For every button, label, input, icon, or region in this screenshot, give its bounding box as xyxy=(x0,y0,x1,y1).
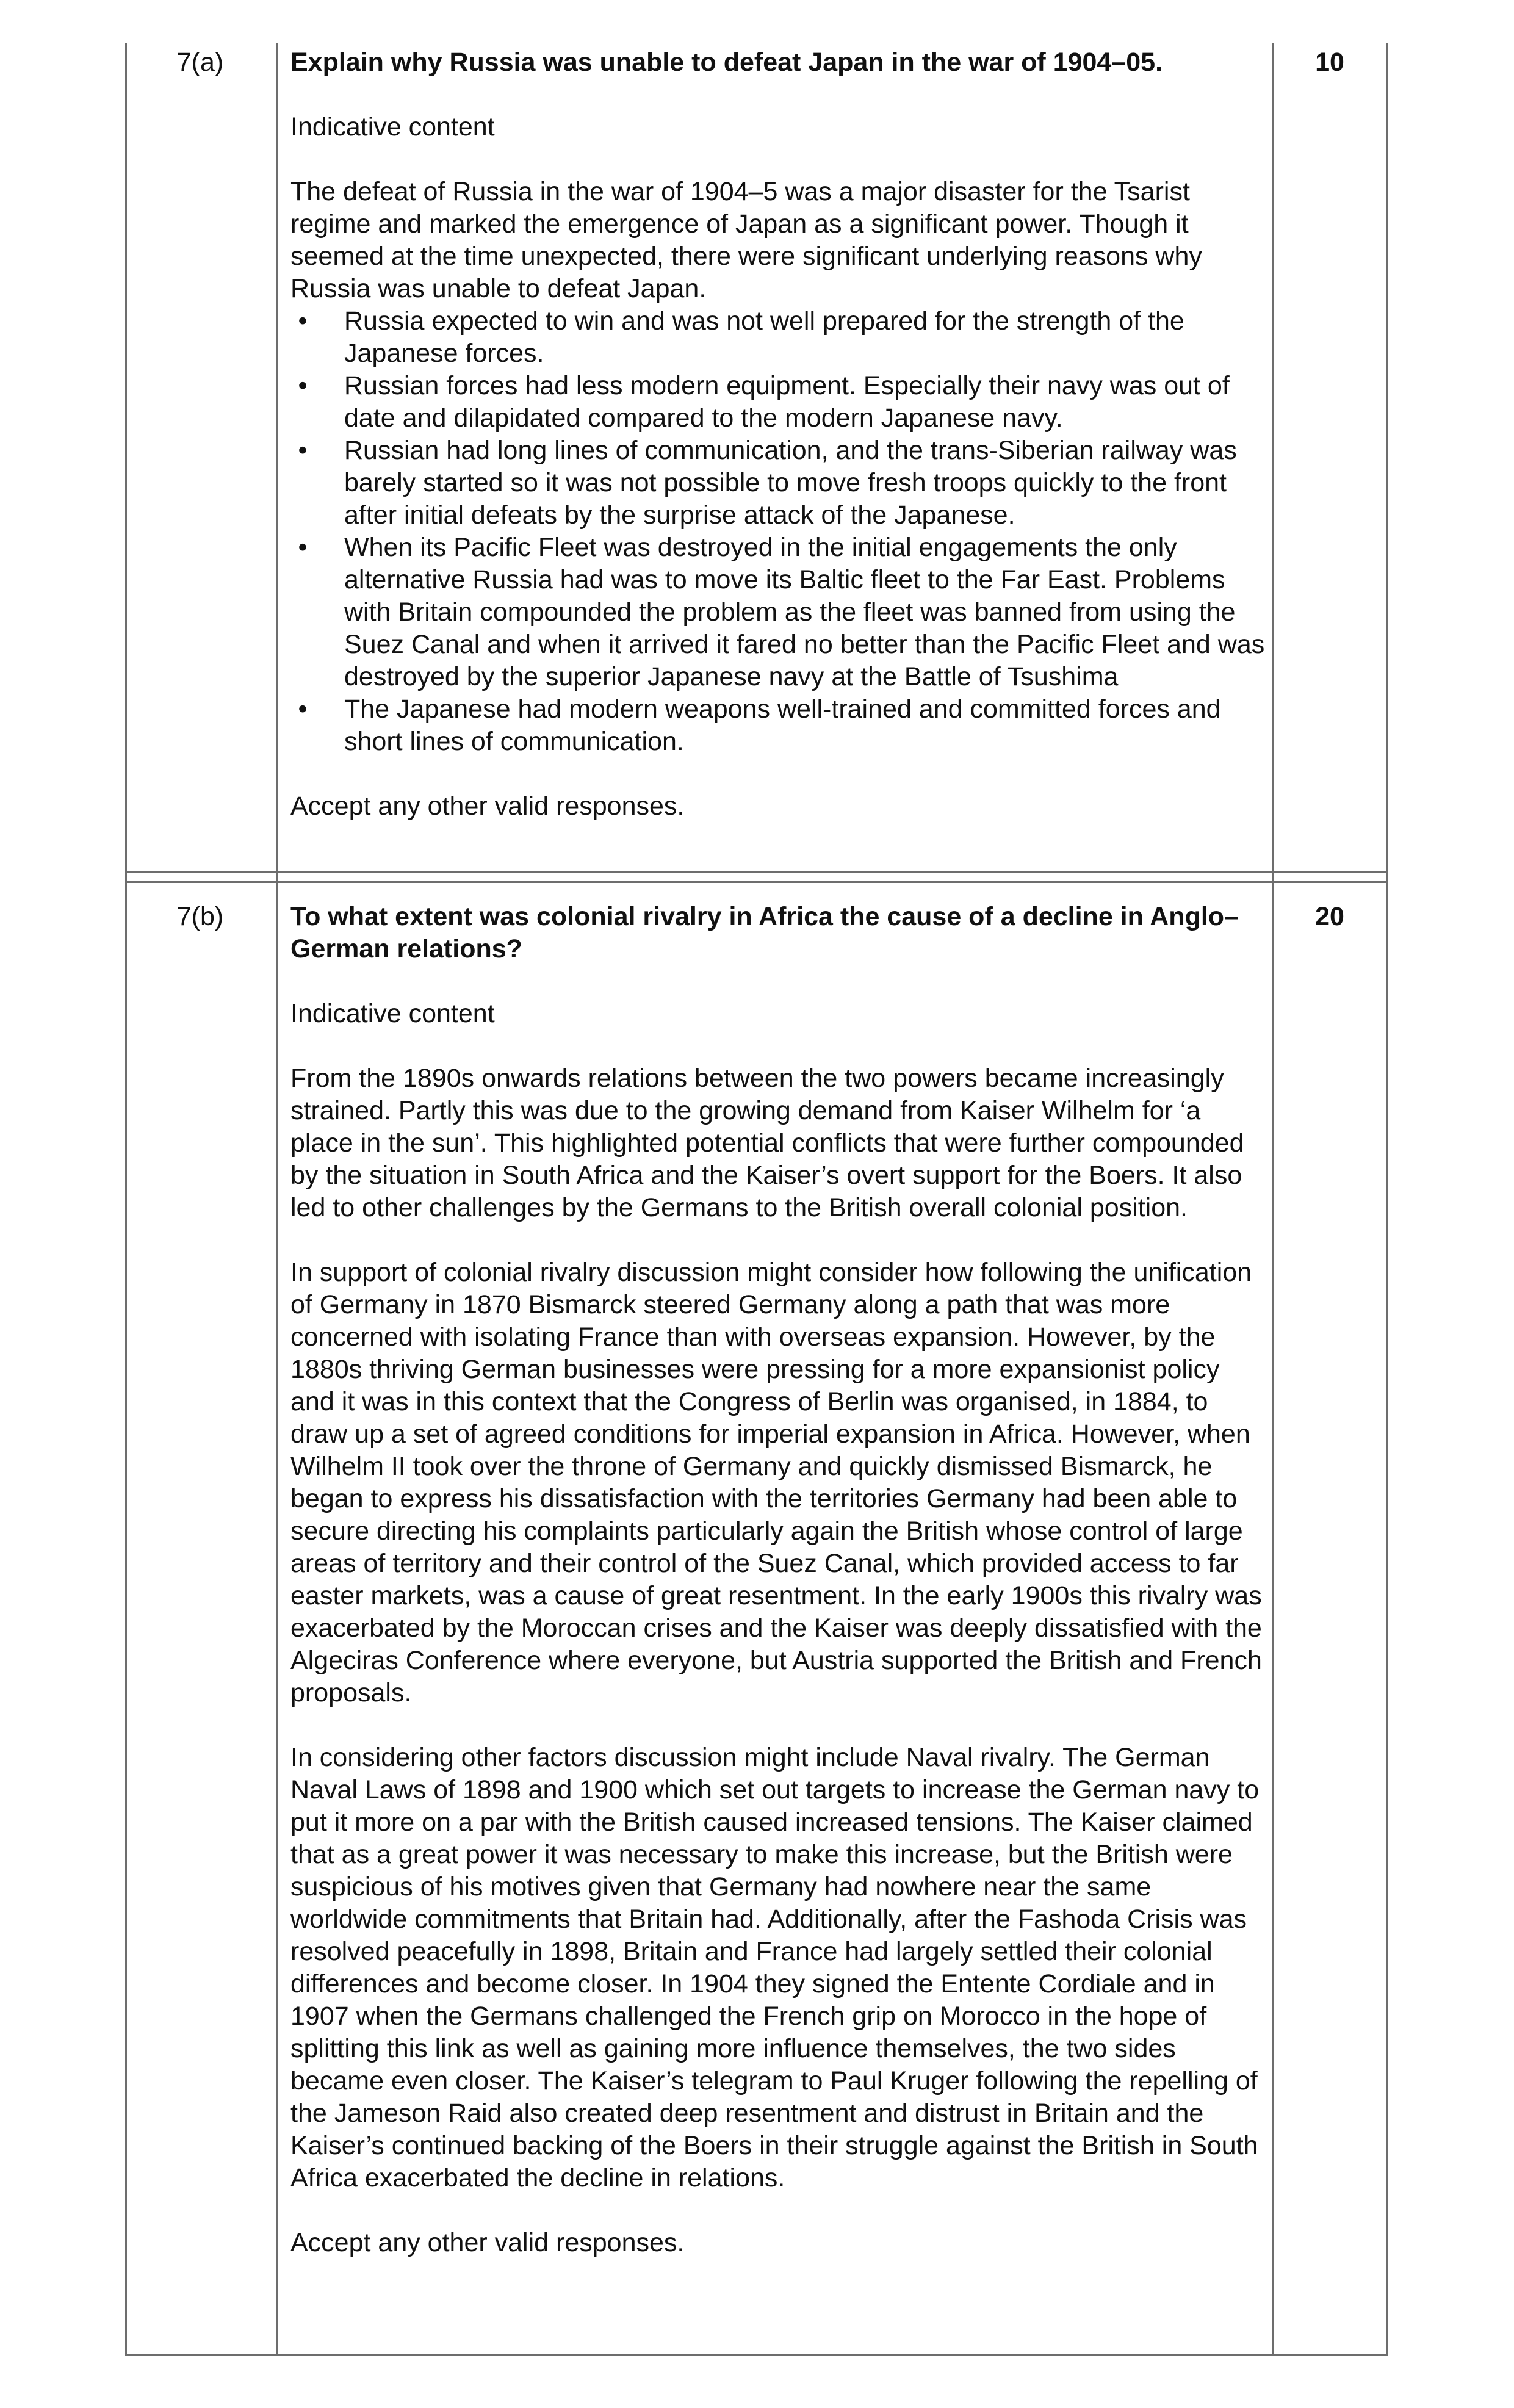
question-text-7a: Explain why Russia was unable to defeat Japan in the war of 1904–05. xyxy=(290,48,1163,77)
paragraph-7b-1: From the 1890s onwards relations between the two powers became increasingly strained. Partly this was due to the growing demand from Kaiser Wilhelm for ‘a place in the sun’. This highlighted potential conflicts that were further compounded by the situation in South Africa and the Kaiser’s overt support for the Boers. It also led to other challenges by the Germans to the British overall colonial position. xyxy=(290,1064,1244,1222)
marks-7a: 10 xyxy=(1315,48,1344,77)
accept-note-7a: Accept any other valid responses. xyxy=(290,791,685,821)
bullet-icon: • xyxy=(298,306,308,336)
table-border-left xyxy=(125,43,127,2356)
question-number-7b: 7(b) xyxy=(176,902,224,931)
bullet-list-7a xyxy=(290,305,1267,758)
question-text-7b: To what extent was colonial rivalry in Africa the cause of a decline in Anglo–German relations? xyxy=(290,902,1239,964)
row-divider-top xyxy=(125,871,1388,873)
list-item: • The Japanese had modern weapons well-trained and committed forces and short lines of communication. xyxy=(290,693,1267,758)
row-divider-bottom xyxy=(125,881,1388,883)
answer-7a xyxy=(290,46,1267,855)
bullet-icon: • xyxy=(298,694,308,724)
bullet-icon: • xyxy=(298,371,308,400)
table-border-right xyxy=(1386,43,1388,2356)
indicative-label-7b: Indicative content xyxy=(290,999,495,1028)
marks-7b: 20 xyxy=(1315,902,1344,931)
answer-7b xyxy=(290,901,1267,2291)
question-number-7a: 7(a) xyxy=(176,48,224,77)
list-item: • Russian forces had less modern equipment. Especially their navy was out of date and dilapidated compared to the modern Japanese navy. xyxy=(290,370,1267,434)
paragraph-7b-3: In considering other factors discussion might include Naval rivalry. The German Naval Laws of 1898 and 1900 which set out targets to increase the German navy to put it more on a par with the British caused increased tensions. The Kaiser claimed that as a great power it was necessary to make this increase, but the British were suspicious of his motives given that Germany had nowhere near the same worldwide commitments that Britain had. Additionally, after the Fashoda Crisis was resolved peacefully in 1898, Britain and France had largely settled their colonial differences and become closer. In 1904 they signed the Entente Cordiale and in 1907 when the Germans challenged the French grip on Morocco in the hope of splitting this link as well as gaining more influence themselves, the two sides became even closer. The Kaiser’s telegram to Paul Kruger following the repelling of the Jameson Raid also created deep resentment and distrust in Britain and the Kaiser’s continued backing of the Boers in their struggle against the British in South Africa exacerbated the decline in relations. xyxy=(290,1743,1260,2193)
table-border-marks xyxy=(1272,43,1274,2356)
paragraph-7b-2: In support of colonial rivalry discussion might consider how following the unification of Germany in 1870 Bismarck steered Germany along a path that was more concerned with isolating France than with overseas expansion. However, by the 1880s thriving German businesses were pressing for a more expansionist policy and it was in this context that the Congress of Berlin was organised, in 1884, to draw up a set of agreed conditions for imperial expansion in Africa. However, when Wilhelm II took over the throne of Germany and quickly dismissed Bismarck, he began to express his dissatisfaction with the territories Germany had been able to secure directing his complaints particularly again the British whose control of large areas of territory and their control of the Suez Canal, which provided access to far easter markets, was a cause of great resentment. In the early 1900s this rivalry was exacerbated by the Moroccan crises and the Kaiser was deeply dissatisfied with the Algeciras Conference where everyone, but Austria supported the British and French proposals. xyxy=(290,1258,1262,1707)
indicative-label-7a: Indicative content xyxy=(290,112,495,142)
bullet-icon: • xyxy=(298,436,308,465)
table-border-qnum xyxy=(276,43,278,2356)
table-border-bottom xyxy=(125,2354,1388,2356)
list-item: • Russia expected to win and was not well prepared for the strength of the Japanese forces. xyxy=(290,305,1267,370)
accept-note-7b: Accept any other valid responses. xyxy=(290,2228,685,2257)
list-item: • Russian had long lines of communication, and the trans-Siberian railway was barely started so it was not possible to move fresh troops quickly to the front after initial defeats by the surprise attack of the Japanese. xyxy=(290,434,1267,532)
intro-paragraph-7a: The defeat of Russia in the war of 1904–5 was a major disaster for the Tsarist regime and marked the emergence of Japan as a significant power. Though it seemed at the time unexpected, there were significant underlying reasons why Russia was unable to defeat Japan. xyxy=(290,177,1202,303)
bullet-icon: • xyxy=(298,533,308,562)
list-item: • When its Pacific Fleet was destroyed in the initial engagements the only alternative Russia had was to move its Baltic fleet to the Far East. Problems with Britain compounded the problem as the fleet was banned from using the Suez Canal and when it arrived it fared no better than the Pacific Fleet and was destroyed by the superior Japanese navy at the Battle of Tsushima xyxy=(290,532,1267,693)
